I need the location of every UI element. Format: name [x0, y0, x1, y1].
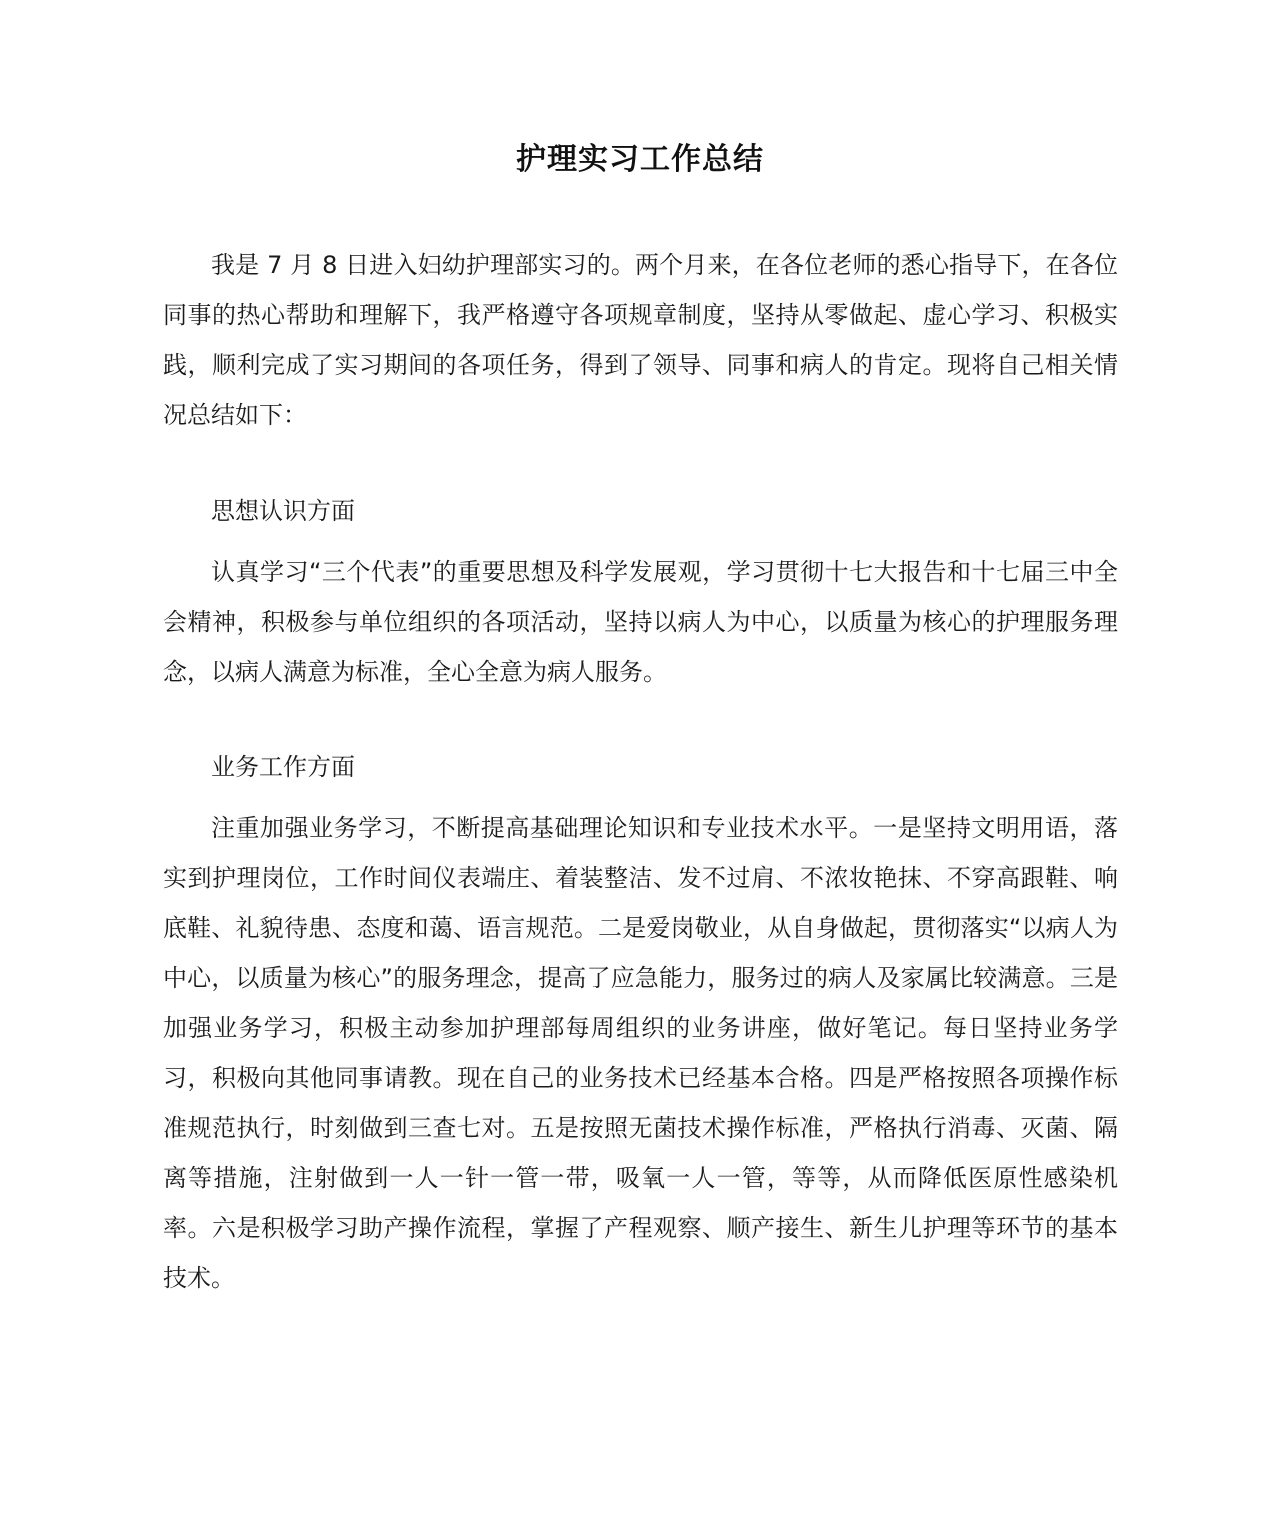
section-heading-ideology: 思想认识方面 — [211, 497, 355, 525]
document-title: 护理实习工作总结 — [516, 142, 764, 177]
section-content-ideology: 认真学习“三个代表”的重要思想及科学发展观，学习贯彻十七大报告和十七届三中全会精神，积极参与单位组织的各项活动，坚持以病人为中心，以质量为核心的护理服务理念，以病人满意为标准，全心全意为病人服务。 — [163, 558, 1118, 686]
section-content-work: 注重加强业务学习，不断提高基础理论知识和专业技术水平。一是坚持文明用语，落实到护理岗位，工作时间仪表端庄、着装整洁、发不过肩、不浓妆艳抹、不穿高跟鞋、响底鞋、礼貌待患、态度和蔼、语言规范。二是爱岗敬业，从自身做起，贯彻落实“以病人为中心，以质量为核心”的服务理念，提高了应急能力，服务过的病人及家属比较满意。三是加强业务学习，积极主动参加护理部每周组织的业务讲座，做好笔记。每日坚持业务学习，积极向其他同事请教。现在自己的业务技术已经基本合格。四是严格按照各项操作标准规范执行，时刻做到三查七对。五是按照无菌技术操作标准，严格执行消毒、灭菌、隔离等措施，注射做到一人一针一管一带，吸氧一人一管，等等，从而降低医原性感染机率。六是积极学习助产操作流程，掌握了产程观察、顺产接生、新生儿护理等环节的基本技术。 — [163, 814, 1118, 1292]
section-heading-work: 业务工作方面 — [211, 753, 355, 781]
intro-paragraph: 我是 7 月 8 日进入妇幼护理部实习的。两个月来，在各位老师的悉心指导下，在各位同事的热心帮助和理解下，我严格遵守各项规章制度，坚持从零做起、虚心学习、积极实践，顺利完成了实习期间的各项任务，得到了领导、同事和病人的肯定。现将自己相关情况总结如下： — [163, 251, 1118, 429]
